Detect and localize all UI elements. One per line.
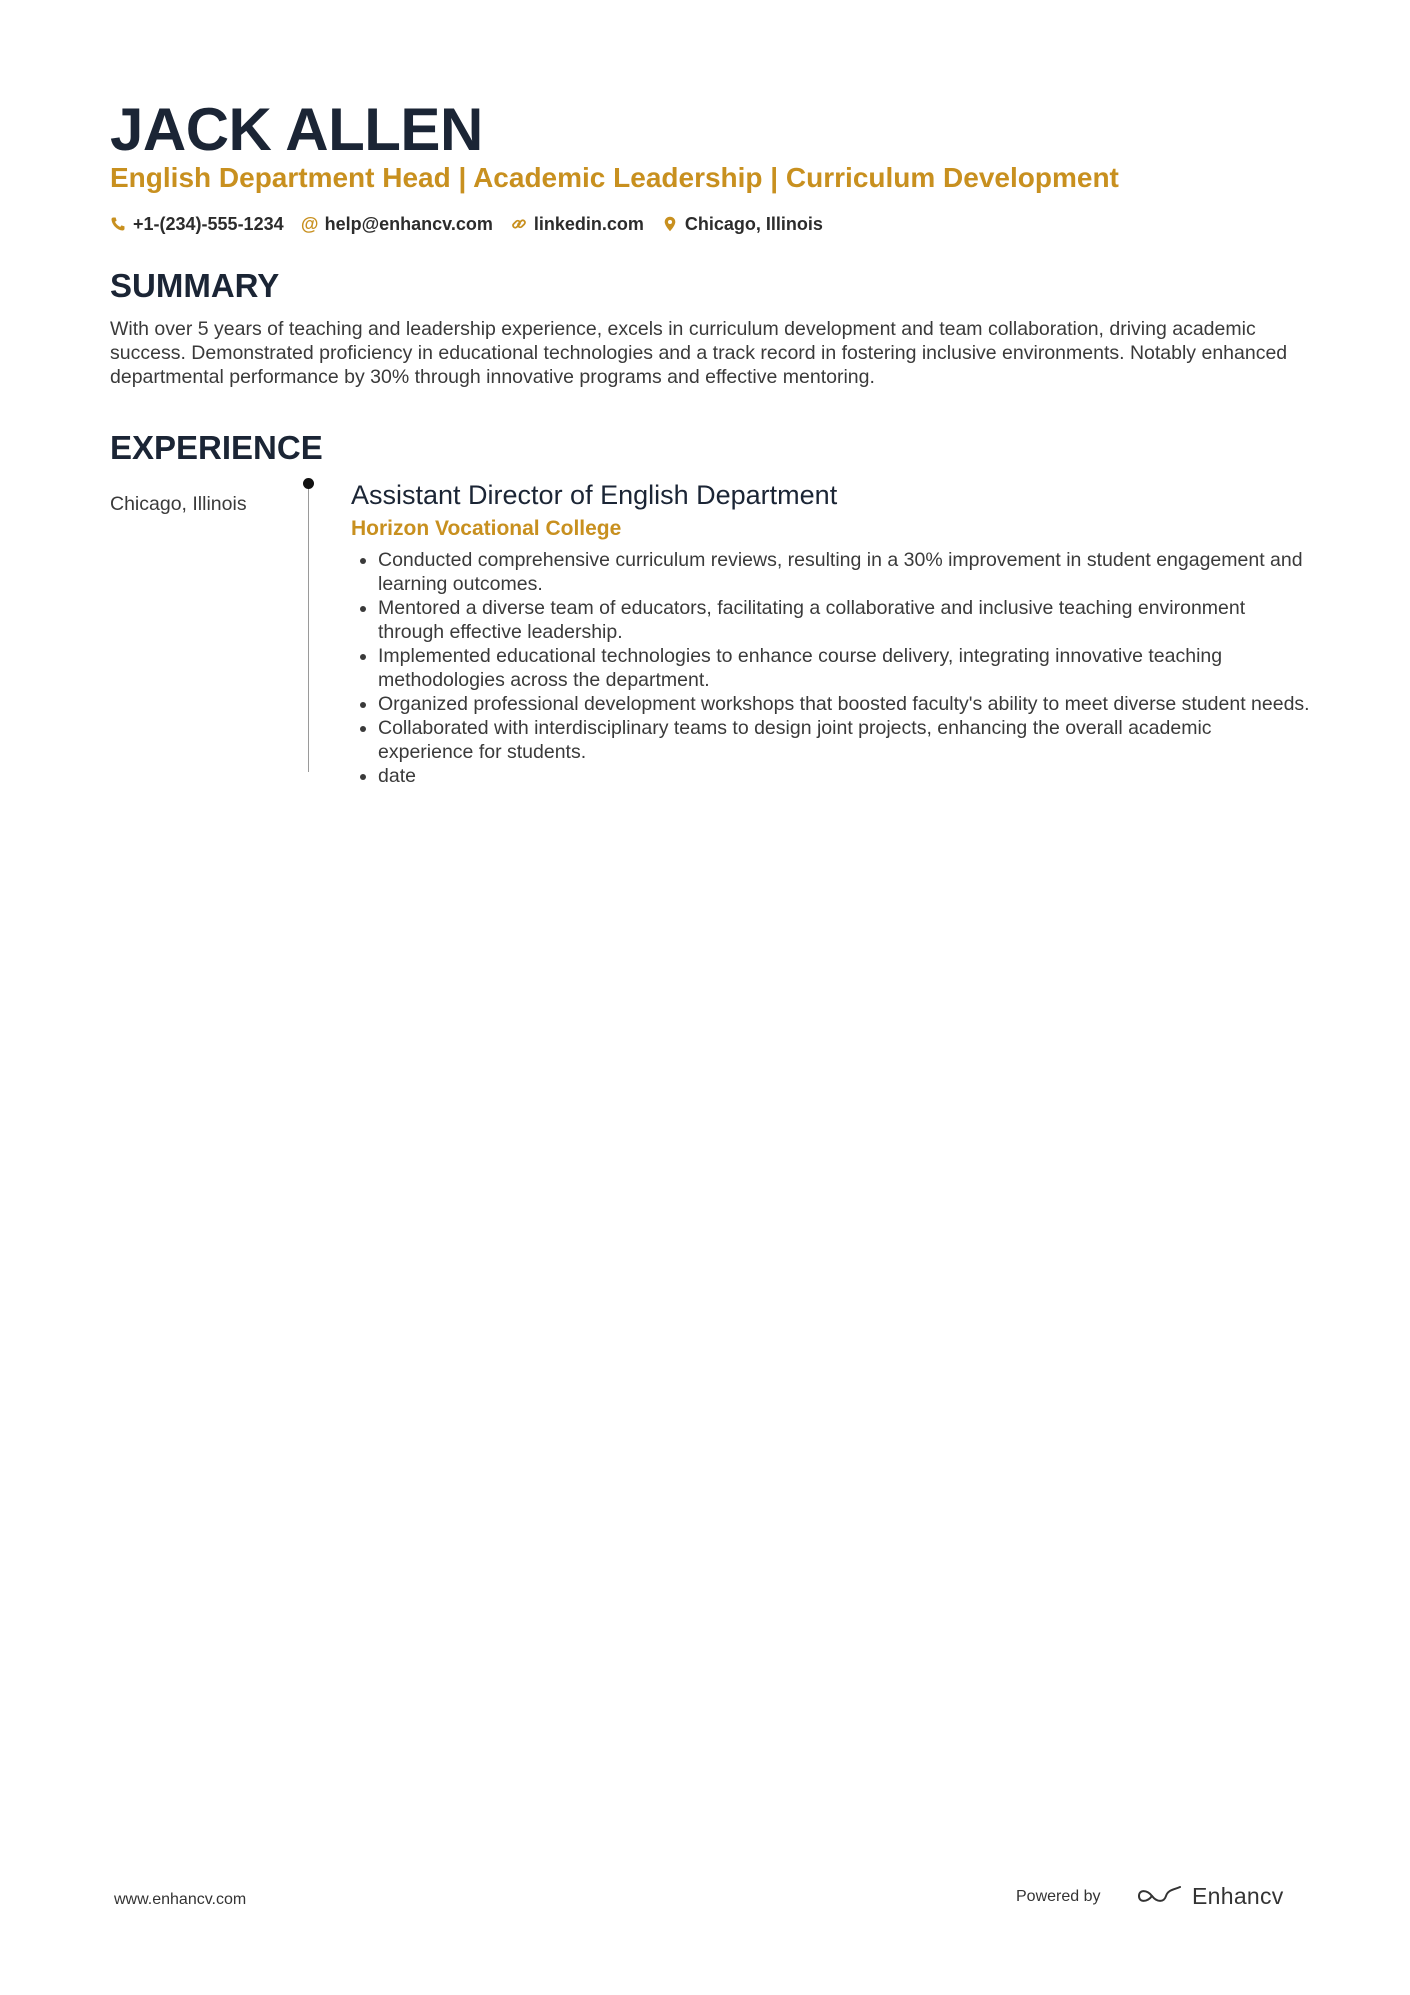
achievement-item: Organized professional development workshops that boosted faculty's ability to meet diverse student needs.	[351, 692, 1311, 716]
timeline-line	[308, 482, 309, 772]
contact-email[interactable]	[302, 214, 493, 235]
candidate-name: JACK ALLEN	[110, 96, 483, 163]
linkedin-text: linkedin.com	[533, 213, 644, 234]
contact-linkedin[interactable]	[511, 214, 644, 235]
phone-icon	[110, 216, 126, 232]
footer-url[interactable]: www.enhancv.com	[114, 1891, 247, 1908]
experience-heading: EXPERIENCE	[110, 429, 323, 466]
timeline-dot	[303, 478, 314, 489]
location-text: Chicago, Illinois	[684, 213, 823, 234]
achievement-item: Implemented educational technologies to enhance course delivery, integrating innovative teaching methodologies across the department.	[351, 644, 1311, 692]
company-name: Horizon Vocational College	[351, 517, 622, 540]
summary-heading: SUMMARY	[110, 267, 280, 304]
brand-name: Enhancv	[1192, 1883, 1284, 1909]
headline: English Department Head | Academic Leadership | Curriculum Development	[110, 162, 1119, 193]
link-icon	[511, 216, 527, 232]
achievement-list	[351, 548, 1311, 788]
contact-bar	[110, 210, 823, 238]
job-title: Assistant Director of English Department	[351, 480, 838, 510]
infinity-logo-icon	[1136, 1884, 1182, 1908]
at-icon: @	[300, 214, 319, 234]
phone-text: +1-(234)-555-1234	[133, 213, 284, 234]
experience-location: Chicago, Illinois	[110, 493, 247, 515]
achievement-item: Collaborated with interdisciplinary teams to design joint projects, enhancing the overall academic experience for students.	[351, 716, 1311, 764]
map-pin-icon	[662, 216, 678, 232]
achievement-item: date	[351, 764, 1311, 788]
contact-phone[interactable]	[110, 214, 284, 235]
brand-logo[interactable]	[1136, 1880, 1284, 1912]
summary-text: With over 5 years of teaching and leadership experience, excels in curriculum development and team collaboration, driving academic success. Demonstrated proficiency in educational technologies and a track record in fostering inclusive environments. Notably enhanced departmental performance by 30% through innovative programs and effective mentoring.	[110, 318, 1288, 388]
powered-by-text: Powered by	[1016, 1888, 1101, 1905]
email-text: help@enhancv.com	[324, 213, 493, 234]
achievement-item: Mentored a diverse team of educators, facilitating a collaborative and inclusive teaching environment through effective leadership.	[351, 596, 1311, 644]
contact-location	[662, 214, 823, 235]
achievement-item: Conducted comprehensive curriculum reviews, resulting in a 30% improvement in student engagement and learning outcomes.	[351, 548, 1311, 596]
